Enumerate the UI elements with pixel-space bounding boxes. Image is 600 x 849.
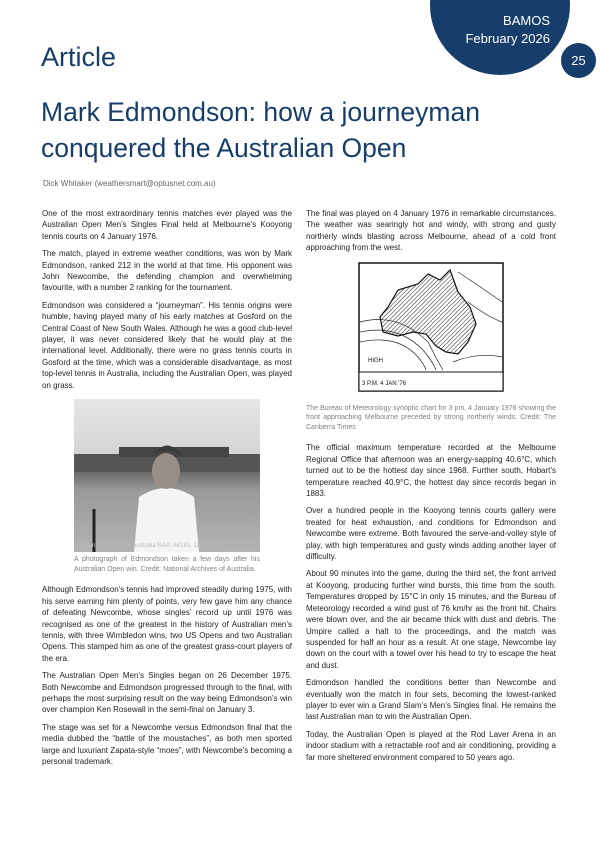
section-label: Article <box>41 42 117 72</box>
chart-stamp: 3 P.M. 4 JAN '76 <box>362 380 407 387</box>
synoptic-chart <box>358 262 504 392</box>
paragraph: Edmondson handled the conditions better than Newcombe and eventually won the match in four sets, becoming the lowest-ranked player to ever win a Grand Slam’s Men’s Singles final. He remains the last Australian man to win the Australian Open. <box>306 678 556 722</box>
edmondson-photo <box>74 399 260 552</box>
paragraph: About 90 minutes into the game, during the third set, the front arrived at Kooyong, producing further wind bursts, this time from the south. Temperatures dropped by 15°C in only 15 minutes, and the Bureau of Meteorology recorded a wind gust of 76 km/hr as the front hit. Chairs were blown over, and the air became thick with dust and debris. The Umpire called a halt to the proceedings, and the match was suspended for half an hour as a result. At one stage, Newcombe lay down on the court with a towel over his head to try to escape the heat and dust. <box>306 569 556 670</box>
paragraph: Although Edmondson’s tennis had improved steadily during 1975, with his serve earning him plenty of points, very few gave him any chance of defeating Newcombe, whose singles’ record up until 1976 was recognised as one of the greatest in the history of Australian men’s tennis, with three Wimbledon wins, two US Opens and two Australian Opens. This stamped him as one of the greatest grass-court players of the era. <box>42 585 292 663</box>
paragraph: Edmondson was considered a “journeyman”. His tennis origins were humble, having played many of his early matches at Gosford on the Central Coast of New South Wales. Although he was a good club-level player, it was never considered likely that he would play at the international level. Additionally, there were no grass tennis courts in Gosford at the time, which was a considerable disadvantage, as most top-level tennis in Australia, including the Australian Open, was played on grass. <box>42 300 292 390</box>
photo-illustration <box>74 399 260 552</box>
publication-name: BAMOS <box>503 13 550 28</box>
page-number: 25 <box>561 43 596 78</box>
paragraph: The final was played on 4 January 1976 in remarkable circumstances. The weather was searingly hot and windy, with strong and gusty northerly winds blasting across Melbourne, ahead of a cold front approaching from the west. <box>306 209 556 253</box>
photo-caption: A photograph of Edmondson taken a few days after his Australian Open win. Credit: National Archives of Australia. <box>74 556 260 573</box>
paragraph: The match, played in extreme weather conditions, was won by Mark Edmondson, ranked 212 in the world at that time. His opponent was John Newcombe, the defending champion and overwhelming favourite, with a number 2 ranking for the tournament. <box>42 249 292 293</box>
author-line: Dick Whitaker (weathersmart@optusnet.com.au) <box>43 179 216 188</box>
article-title: Mark Edmondson: how a journeyman conquered the Australian Open <box>41 97 480 163</box>
paragraph: One of the most extraordinary tennis matches ever played was the Australian Open Men’s Singles Final held at Melbourne’s Kooyong tennis courts on 4 January 1976. <box>42 209 292 241</box>
synoptic-chart-drawing <box>358 262 504 392</box>
paragraph: Today, the Australian Open is played at the Rod Laver Arena in an indoor stadium with a retractable roof and air conditioning, providing a far more sheltered environment compared to 50 years ago. <box>306 729 556 762</box>
paragraph: The official maximum temperature recorded at the Melbourne Regional Office that afternoon was an energy-sapping 40.6°C, which turned out to be the hottest day since 1968. Further south, Hobart’s temperature reached 40.9°C, the hottest day since records began in 1883. <box>306 443 556 499</box>
map-caption: The Bureau of Meteorology synoptic chart for 3 pm, 4 January 1976 showing the front approaching Melbourne preceded by strong northerly winds. Credit: The Canberra Times <box>306 404 556 431</box>
photo-figure <box>74 399 260 574</box>
issue-date: February 2026 <box>465 31 550 46</box>
high-pressure-label: HIGH <box>368 357 383 364</box>
paragraph: The stage was set for a Newcombe versus Edmondson final that the media dubbed the “battle of the moustaches”, as both men sported large and luxuriant Zapata-style “moes”, with Newcombe’s becoming a personal trademark. <box>42 722 292 766</box>
publication-badge <box>465 12 550 48</box>
paragraph: The Australian Open Men’s Singles began on 26 December 1975. Both Newcombe and Edmondson progressed through to the final, with perhaps the most surprising result on the way being Edmondson’s win over champion Ken Rosewall in the semi-final on January 3. <box>42 671 292 715</box>
left-column <box>42 208 292 773</box>
paragraph: Over a hundred people in the Kooyong tennis courts gallery were treated for heat exhaustion, and conditions for Edmondson and Newcombe were extreme. Both favoured the serve-and-volley style of play, with high temperatures and gusty winds adding another layer of difficulty. <box>306 506 556 562</box>
right-column <box>306 208 556 769</box>
photo-watermark: National Archives of Australia NAA: A6180, 13/1/76/8 <box>78 543 219 550</box>
